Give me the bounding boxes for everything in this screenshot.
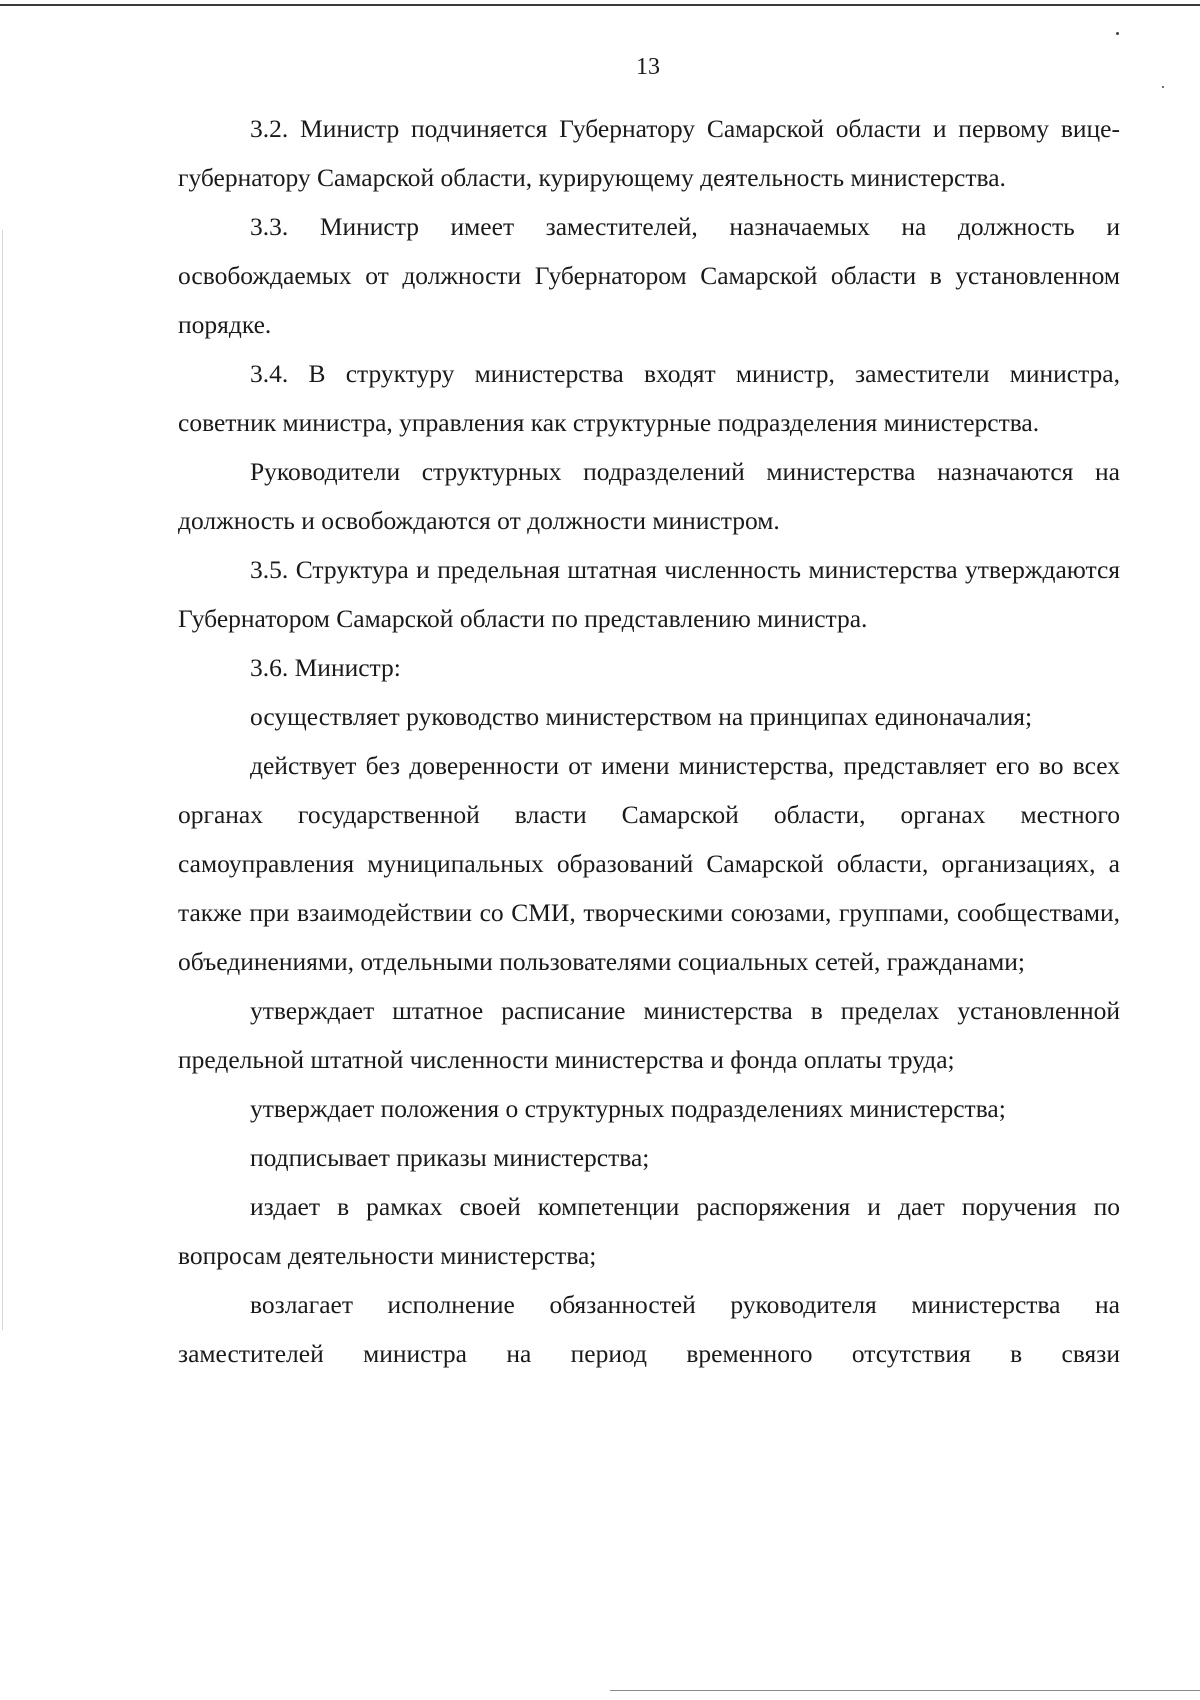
list-item-representation: действует без доверенности от имени министерства, представляет его во всех органах государственной власти Самарской области, органах местного самоуправления муниципальных образований Самарской области, организациях, а также при взаимодействии со СМИ, творческими союзами, группами, сообществами, объединениями, отдельными пользователями социальных сетей, гражданами;: [178, 751, 1120, 976]
list-item-unit-regulations: утверждает положения о структурных подразделениях министерства;: [250, 1094, 1006, 1123]
paragraph-3-6-heading: 3.6. Министр:: [250, 653, 401, 682]
scan-bottom-border: [610, 1690, 1200, 1691]
paragraph-3-3: 3.3. Министр имеет заместителей, назначаемых на должность и освобождаемых от должности Губернатором Самарской области в установленном порядке.: [178, 212, 1120, 339]
page-number: 13: [636, 54, 660, 80]
list-item-issue-directives: издает в рамках своей компетенции распоряжения и дает поручения по вопросам деятельности министерства;: [178, 1192, 1120, 1270]
list-item-leadership: осуществляет руководство министерством на принципах единоначалия;: [250, 702, 1033, 731]
list-item-staff-schedule: утверждает штатное расписание министерства в пределах установленной предельной штатной численности министерства и фонда оплаты труда;: [178, 996, 1120, 1074]
list-item-delegate-duties: возлагает исполнение обязанностей руководителя министерства на заместителей министра на период временного отсутствия в связи: [178, 1290, 1120, 1368]
scan-left-edge: [2, 230, 3, 1330]
list-item-sign-orders: подписывает приказы министерства;: [250, 1143, 650, 1172]
scan-speck: [1116, 32, 1119, 35]
document-body: [178, 104, 1120, 1378]
paragraph-heads-appointment: Руководители структурных подразделений министерства назначаются на должность и освобождаются от должности министром.: [178, 457, 1120, 535]
paragraph-3-5: 3.5. Структура и предельная штатная численность министерства утверждаются Губернатором Самарской области по представлению министра.: [178, 555, 1120, 633]
paragraph-3-4: 3.4. В структуру министерства входят министр, заместители министра, советник министра, управления как структурные подразделения министерства.: [178, 359, 1120, 437]
scan-top-border: [0, 4, 1200, 6]
paragraph-3-2: 3.2. Министр подчиняется Губернатору Самарской области и первому вице-губернатору Самарской области, курирующему деятельность министерства.: [178, 114, 1120, 192]
scan-speck: [1162, 86, 1164, 88]
